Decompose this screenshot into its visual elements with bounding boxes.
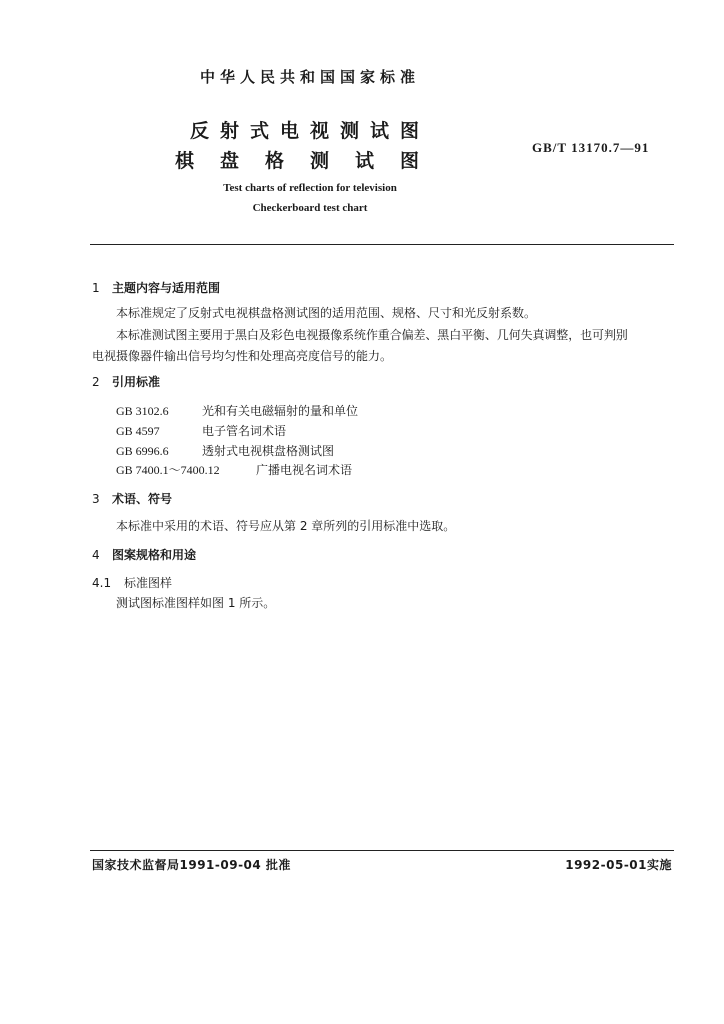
section-1-para2-line2: 电视摄像器件输出信号均匀性和处理高亮度信号的能力。 bbox=[92, 349, 393, 363]
title-en-line2: Checkerboard test chart bbox=[252, 202, 368, 214]
title-cn-line2: 棋盘格测试图 bbox=[174, 150, 445, 172]
section-4-1-title: 标准图样 bbox=[124, 576, 173, 590]
section-4-number: 4 bbox=[92, 548, 100, 562]
footer-divider bbox=[90, 850, 674, 851]
section-4-heading bbox=[92, 546, 196, 563]
effective-date: 1992-05-01实施 bbox=[565, 858, 672, 872]
section-3-number: 3 bbox=[92, 492, 100, 506]
reference-code: GB 7400.1～7400.12 bbox=[116, 463, 220, 477]
reference-item bbox=[116, 442, 334, 459]
section-4-title: 图案规格和用途 bbox=[112, 548, 197, 562]
section-2-number: 2 bbox=[92, 375, 100, 389]
section-3-para: 本标准中采用的术语、符号应从第 2 章所列的引用标准中选取。 bbox=[116, 519, 456, 533]
section-4-1-para: 测试图标准图样如图 1 所示。 bbox=[116, 596, 276, 610]
section-1-para1: 本标准规定了反射式电视棋盘格测试图的适用范围、规格、尺寸和光反射系数。 bbox=[116, 306, 537, 320]
reference-code: GB 3102.6 bbox=[116, 404, 169, 418]
reference-item bbox=[116, 422, 286, 439]
section-3-title: 术语、符号 bbox=[112, 492, 173, 506]
reference-item bbox=[116, 402, 358, 419]
standard-number: GB/T 13170.7—91 bbox=[532, 140, 650, 155]
reference-code: GB 6996.6 bbox=[116, 444, 169, 458]
reference-title: 电子管名词术语 bbox=[202, 424, 287, 438]
reference-title: 光和有关电磁辐射的量和单位 bbox=[202, 404, 359, 418]
section-4-1-heading bbox=[92, 574, 172, 591]
section-1-number: 1 bbox=[92, 281, 100, 295]
section-2-heading bbox=[92, 373, 160, 390]
reference-title: 广播电视名词术语 bbox=[256, 463, 353, 477]
reference-title: 透射式电视棋盘格测试图 bbox=[202, 444, 335, 458]
title-en-line1: Test charts of reflection for television bbox=[223, 182, 397, 194]
section-2-title: 引用标准 bbox=[112, 375, 161, 389]
reference-item bbox=[116, 461, 352, 478]
national-standard-heading: 中华人民共和国国家标准 bbox=[199, 68, 420, 86]
section-3-heading bbox=[92, 490, 172, 507]
section-4-1-number: 4.1 bbox=[92, 576, 112, 590]
section-1-para2-line1: 本标准测试图主要用于黑白及彩色电视摄像系统作重合偏差、黑白平衡、几何失真调整，也可判别 bbox=[116, 328, 628, 342]
section-1-heading bbox=[92, 279, 220, 296]
header-divider bbox=[90, 244, 674, 245]
approval-line: 国家技术监督局1991-09-04 批准 bbox=[92, 858, 291, 872]
section-1-title: 主题内容与适用范围 bbox=[112, 281, 221, 295]
title-cn-line1: 反射式电视测试图 bbox=[189, 120, 430, 142]
reference-code: GB 4597 bbox=[116, 424, 160, 438]
